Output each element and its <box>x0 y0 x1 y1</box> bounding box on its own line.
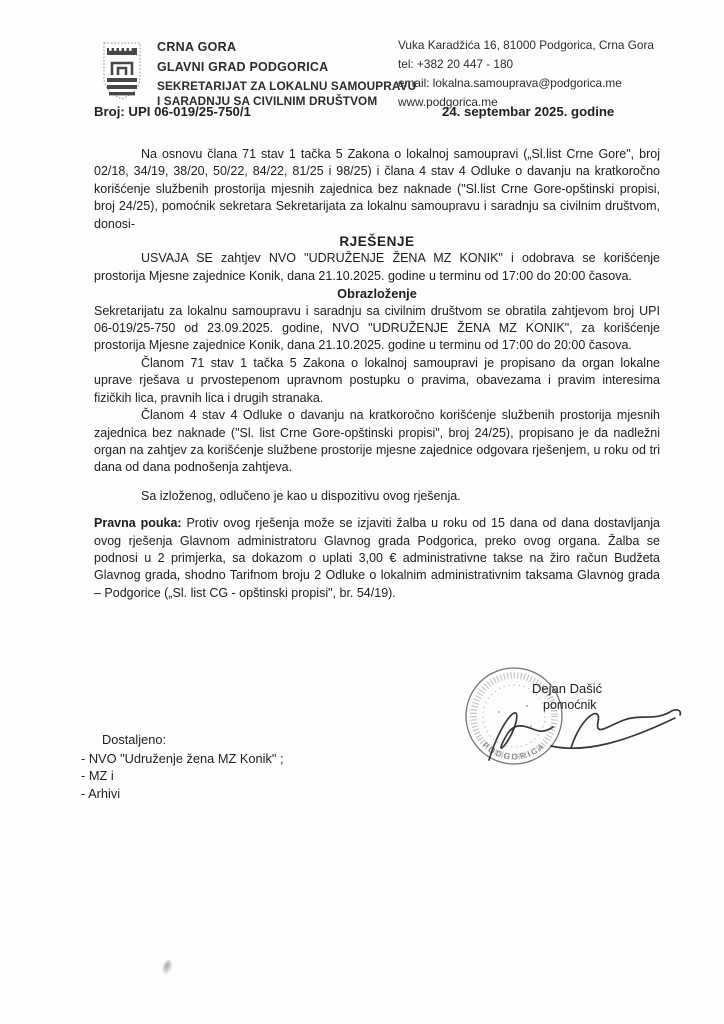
website-line: www.podgorica.me <box>398 95 498 109</box>
document-body <box>94 146 660 602</box>
scan-smudge <box>161 959 174 976</box>
department-line2: I SARADNJU SA CIVILNIM DRUŠTVOM <box>157 93 378 108</box>
request-paragraph: Sekretarijatu za lokalnu samoupravu i saradnju sa civilnim društvom se obratila zahtjevom broj UPI 06-019/25-750 od 23.09.2025. godine, NVO "UDRUŽENJE ŽENA MZ KONIK", za korišćenje prostorija Mjesne zajednice Konik, dana 21.10.2025. godine u terminu od 17:00 do 20:00 časova. <box>94 303 660 353</box>
legal-remedy-label: Pravna pouka: <box>94 516 182 531</box>
explanation-heading: Obrazloženje <box>337 286 417 302</box>
distribution-list <box>81 731 284 802</box>
address-line: Vuka Karadžića 16, 81000 Podgorica, Crna Gora <box>398 38 654 52</box>
email-line: email: lokalna.samouprava@podgorica.me <box>398 76 622 90</box>
article71-paragraph: Članom 71 stav 1 tačka 5 Zakona o lokalnoj samoupravi je propisano da organ lokalne uprave rješava u prvostepenom upravnom postupku o pravima, obavezama i pravim interesima fizičkih lica, pravnih lica i drugih stranaka. <box>94 355 660 405</box>
signer-title: pomoćnik <box>543 698 597 712</box>
dispositive-paragraph: USVAJA SE zahtjev NVO "UDRUŽENJE ŽENA MZ KONIK" i odobrava se korišćenje prostorija Mjesne zajednice Konik, dana 21.10.2025. godine u terminu od 17:00 do 20:00 časova. <box>94 251 660 283</box>
contact-block <box>398 36 654 112</box>
distribution-item: - Arhivi <box>81 785 121 801</box>
distribution-heading: Dostaljeno: <box>102 732 167 747</box>
city-name: GLAVNI GRAD PODGORICA <box>157 60 329 74</box>
podgorica-coat-of-arms-icon <box>101 40 143 102</box>
institution-block <box>157 40 416 108</box>
phone-line: tel: +382 20 447 - 180 <box>398 57 514 71</box>
svg-text:PODGORICA: PODGORICA <box>480 740 548 762</box>
distribution-item: - MZ i <box>81 768 114 784</box>
country-name: CRNA GORA <box>157 40 237 54</box>
distribution-item: - NVO "Udruženje žena MZ Konik" ; <box>81 751 284 767</box>
department-line1: SEKRETARIJAT ZA LOKALNU SAMOUPRAVU <box>157 79 417 93</box>
article4-paragraph: Članom 4 stav 4 Odluke o davanju na kratkoročno korišćenje službenih prostorija mjesnih zajednica bez naknade ("Sl. list Crne Gore-opštinski propisi", broj 24/25), propisano je da nadležni organ na zahtjev za korišćenje službene prostorije mjesne zajednice odgovara rješenjem, u roku od tri dana od dana podnošenja zahtjeva. <box>94 408 660 475</box>
legal-remedy-text: Protiv ovog rješenja može se izjaviti žalba u roku od 15 dana od dana dostavljanja ovog rješenja Glavnom administratoru Glavnog grada Podgorica, preko ovog organa. Žalba se podnosi u 2 primjerka, sa dokazom o uplati 3,00 € administrativne takse na žiro račun Budžeta Glavnog grada, shodno Tarifnom broju 2 Odluke o lokalnim administrativnim taksama Glavnog grada – Podgorice („Sl. list CG - opštinski propisi", br. 54/19). <box>94 516 660 600</box>
reference-number: Broj: UPI 06-019/25-750/1 <box>94 104 251 119</box>
legal-remedy-paragraph <box>94 515 660 602</box>
document-date: 24. septembar 2025. godine <box>442 104 615 119</box>
intro-paragraph: Na osnovu člana 71 stav 1 tačka 5 Zakona o lokalnoj samoupravi („Sl.list Crne Gore", broj 02/18, 34/19, 38/20, 50/22, 84/22, 81/25 i 98/25) i člana 4 stav 4 Odluke o davanju na kratkoročno korišćenje službenih prostorija mjesnih zajednica bez naknade ("Sl.list Crne Gore-opštinski propisi, broj 24/25), pomoćnik sekretara Sekretarijata za lokalnu samoupravu i saradnju sa civilnim društvom, donosi- <box>94 147 660 231</box>
signature-area <box>455 660 705 805</box>
document-title: RJEŠENJE <box>339 234 415 250</box>
conclusion-paragraph: Sa izloženog, odlučeno je kao u dispozitivu ovog rješenja. <box>141 488 461 503</box>
signer-name: Dejan Dašić <box>532 681 603 696</box>
